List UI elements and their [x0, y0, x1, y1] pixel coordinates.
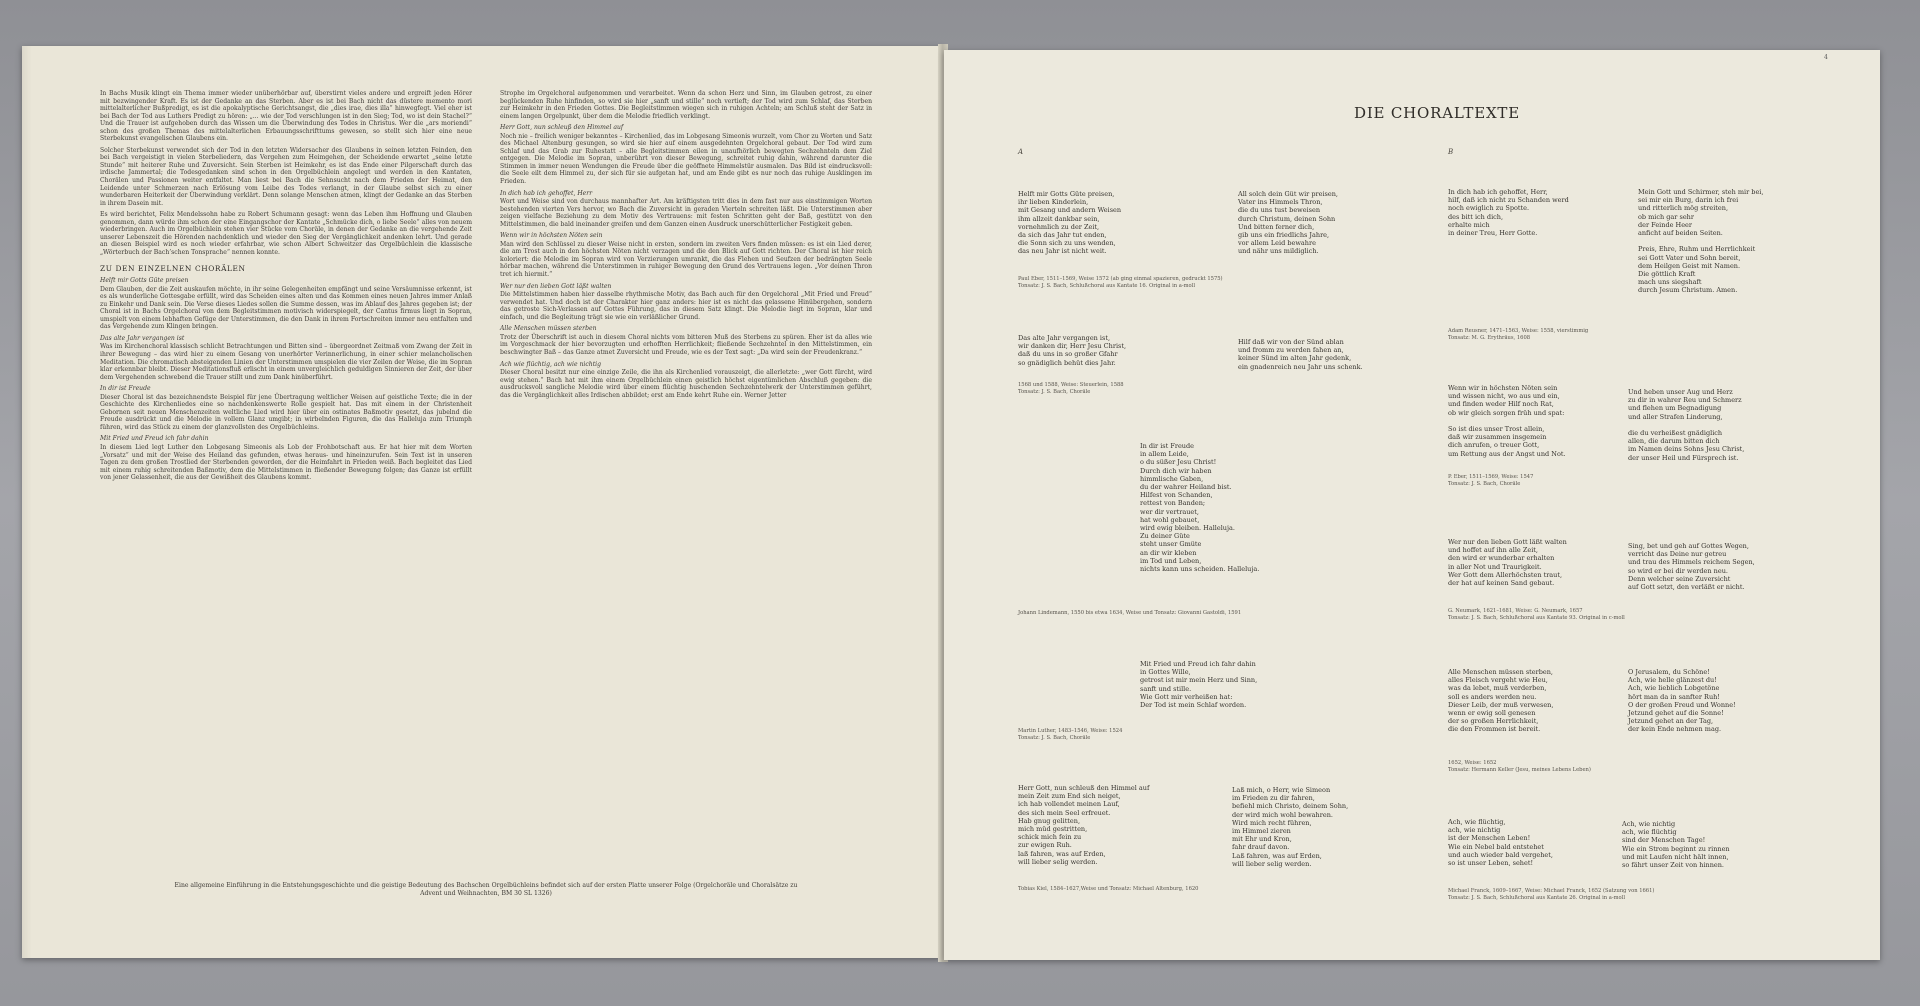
hymn-verse: Ach, wie nichtig ach, wie flüchtig sind der Menschen Tage! Wie ein Strom beginnt zu rinnen und mit Laufen nicht hält innen, so fährt unser Zeit von hinnen.	[1622, 820, 1730, 870]
section-heading: ZU DEN EINZELNEN CHORÄLEN	[100, 264, 246, 274]
chorale-subheading: Das alte Jahr vergangen ist	[100, 334, 185, 342]
paragraph: Trotz der Überschrift ist auch in diesem Choral nichts vom bitteren Muß des Sterbens zu spüren. Eher ist da alles wie im Vorgeschmack der hier bevorzugten und erhofften Herrlichkeit; fließende Sechzehntel in den Mittelstimmen, ein beschwingter Baß – das Ganze atmet Zuversicht und Freude, wie es der Text sagt: „Da wird sein der Freudenkranz.“	[500, 333, 872, 356]
hymn-credit: Martin Luther, 1483–1546, Weise: 1524 Tonsatz: J. S. Bach, Choräle	[1018, 728, 1123, 741]
chorale-subheading: Herr Gott, nun schleuß den Himmel auf	[500, 124, 624, 132]
hymn-block	[1628, 542, 1755, 591]
column-label-b: B	[1448, 148, 1454, 156]
hymn-verse: In dich hab ich gehoffet, Herr, hilf, daß ich nicht zu Schanden werd noch ewiglich zu Spotte. des bitt ich dich, erhalte mich in deiner Treu, Herr Gotte.	[1448, 188, 1569, 238]
hymn-verse: Ach, wie flüchtig, ach, wie nichtig ist der Menschen Leben! Wie ein Nebel bald entstehet und auch wieder bald vergehet, so ist unser Leben, sehet!	[1448, 818, 1553, 868]
hymn-block	[1448, 668, 1553, 734]
footnote	[100, 882, 872, 898]
hymn-verse: Wer nur den lieben Gott läßt walten und hoffet auf ihn alle Zeit, den wird er wunderbar erhalten in aller Not und Traurigkeit. Wer Gott dem Allerhöchsten traut, der hat auf keinen Sand gebaut.	[1448, 538, 1567, 588]
chorale-subheading: In dir ist Freude	[100, 385, 151, 393]
hymn-block	[1238, 338, 1363, 371]
hymn-block	[1018, 334, 1126, 367]
paragraph: Es wird berichtet, Felix Mendelssohn habe zu Robert Schumann gesagt: wenn das Leben ihm Hoffnung und Glauben genommen, dann würde ihm schon der eine Eingangschor der Kantate „Schmücke dich, o liebe Seele“ alles von neuem wiederbringen. Auch im Orgelbüchlein stehen vier Stücke vom Choräle, in denen der Gedanke an die vergehende Zeit unserer Lebenszeit die Hörenden nachdenklich und wieder den Sieg der Vergänglichkeit andenken lehrt. Und gerade an diesen Beispiel wird es noch wieder erfahrbar, wie schon Albert Schweitzer das Orgelbüchlein die klassische „Wörterbuch der Bach’schen Tonsprache“ nennen konnte.	[100, 211, 472, 256]
hymn-verse: Laß mich, o Herr, wie Simeon im Frieden zu dir fahren, befiehl mich Christo, deinem Sohn, der wird mich wohl bewahren. Wird mich recht führen, im Himmel zieren mit Ehr und Kron, fahr drauf davon. Laß fahren, was auf Erden, will lieber selig werden.	[1232, 786, 1349, 868]
chorale-subheading: Wenn wir in höchsten Nöten sein	[500, 232, 603, 240]
hymn-block	[1448, 188, 1569, 237]
hymn-verse: Hilf daß wir von der Sünd ablan und fromm zu werden fahen an, keiner Sünd im alten Jahr gedenk, ein gnadenreich neu Jahr uns schenk.	[1238, 338, 1363, 371]
chorale-subheading: Mit Fried und Freud ich fahr dahin	[100, 435, 209, 443]
hymn-verse: Sing, bet und geh auf Gottes Wegen, verricht das Deine nur getreu und trau des Himmels reichem Segen, so wird er bei dir werden neu. Denn welcher seine Zuversicht auf Gott setzt, den verläßt er nicht.	[1628, 542, 1755, 592]
paragraph: Dieser Choral ist das bezeichnendste Beispiel für jene Übertragung weltlicher Weisen auf geistliche Texte; die in der Geschichte des Kirchenliedes eine so nachdenkenswerte Rolle gespielt hat. Das mit einem in der Christenheit Gebornen seit neuen Menschenzeiten weltliche Lied wird hier über ein ostinates Baßmotiv gesetzt, das jubelnd die Freude ausdrückt und die Melodie in vollem Glanz umgibt; in wirbelnden Figuren, die das Halleluja zum Triumph führen, wird das Stück zu einem der glanzvollsten des Orgelbüchleins.	[100, 393, 472, 431]
paragraph: In Bachs Musik klingt ein Thema immer wieder unüberhörbar auf, überstirnt vieles andere und ergreift jeden Hörer mit bezwingender Kraft. Es ist der Gedanke an das Sterben. Aber es ist bei Bach nicht das düstere memento mori mittelalterlicher Bußpredigt, es ist die apokalyptische Gerichtsangst, die „dies irae, dies illa“ hinwegfegt. Viel eher ist bei Bach der Tod aus Luthers Predigt zu hören: „... wie der Tod verschlungen ist in den Sieg; Tod, wo ist dein Stachel?“ Und die Trauer ist aufgehoben durch das Wissen um die Überwindung des Todes in Christus. Wer die „ars moriendi“ schon des großen Themas des mittelalterlichen Erbauungsschrifttums gewesen, so stellt sich hier eine neue Sterbekunst evangelischen Glaubens ein.	[100, 90, 472, 143]
hymn-verse: Mit Fried und Freud ich fahr dahin in Gottes Wille, getrost ist mir mein Herz und Sinn, sanft und stille. Wie Gott mir verheißen hat: Der Tod ist mein Schlaf worden.	[1140, 660, 1258, 710]
paragraph: In diesem Lied legt Luther den Lobgesang Simeonis als Lob der Frohbotschaft aus. Er hat hier mit dem Worten „Vorsatz“ und mit der Weise des Heiland das gefunden, etwas heraus- und hineinzurufen. Sein Text ist in unseren Tagen zu dem großen Trostlied der Sterbenden geworden, der die Heimfahrt in Frieden weiß. Bach begleitet das Lied mit einem ruhig schreitenden Baßmotiv, dem die Mittelstimmen in fließender Bewegung folgen; das Ganze ist erfüllt von jener Gelassenheit, die aus der Gewißheit des Glaubens kommt.	[100, 443, 472, 482]
hymn-block	[1448, 538, 1567, 587]
hymn-block	[1232, 786, 1348, 868]
hymn-block	[1622, 820, 1730, 869]
hymn-credit: P. Eber, 1511–1569, Weise: 1547 Tonsatz: J. S. Bach, Choräle	[1448, 474, 1534, 487]
hymn-credit: 1568 und 1588, Weise: Steuerlein, 1588 Tonsatz: J. S. Bach, Choräle	[1018, 382, 1124, 395]
chorale-subheading: In dich hab ich gehoffet, Herr	[500, 189, 593, 197]
chorale-subheading: Helft mir Gotts Güte preisen	[100, 277, 189, 285]
hymn-verse: Alle Menschen müssen sterben, alles Fleisch vergeht wie Heu, was da lebet, muß verderben, soll es anders werden neu. Dieser Leib, der muß verwesen, wenn er ewig soll genesen der so großen Herrlichkeit, die den Frommen ist bereit.	[1448, 668, 1554, 734]
hymn-credit: Paul Eber, 1511–1569, Weise 1572 (ab ging einmal spazieren, gedruckt 1575) Tonsatz: J. S. Bach, Schlußchoral aus Kantate 16. Original in a-moll	[1018, 276, 1223, 289]
hymn-verse: O Jerusalem, du Schöne! Ach, wie helle glänzest du! Ach, wie lieblich Lobgetöne hört man da in sanfter Ruh! O der großen Freud und Wonne! Jetzund gehet auf die Sonne! Jetzund gehet an der Tag, der kein Ende nehmen mag.	[1628, 668, 1736, 734]
hymn-block	[1628, 668, 1736, 734]
hymn-credit: G. Neumark, 1621–1681, Weise: G. Neumark, 1657 Tonsatz: J. S. Bach, Schlußchoral aus Kantate 93. Original in c-moll	[1448, 608, 1625, 621]
page-title: DIE CHORALTEXTE	[1354, 104, 1520, 122]
hymn-block	[1238, 190, 1338, 256]
hymn-verse: All solch dein Güt wir preisen, Vater ins Himmels Thron, die du uns tust beweisen durch Christum, deinen Sohn Und bitten ferner dich, gib uns ein friedlichs Jahre, vor allem Leid bewahre und nähr uns mildiglich.	[1238, 190, 1338, 256]
footnote-line: Advent und Weihnachten, BM 30 SL 1326)	[420, 890, 552, 897]
hymn-block	[1448, 818, 1553, 867]
column-label-a: A	[1018, 148, 1024, 156]
page-number: 4	[1824, 54, 1828, 61]
chorale-subheading: Ach wie flüchtig, ach wie nichtig	[500, 360, 602, 368]
paragraph: Strophe im Orgelchoral aufgenommen und verarbeitet. Wenn da schon Herz und Sinn, im Glauben getrost, zu einer beglückenden Ruhe hinfinden, so wird sie hier „sanft und stille“ noch vertieft; der Tod wird zum Schlaf, das Sterben zur Heimkehr in den Frieden Gottes. Die Begleitstimmen wiegen sich in ruhigen Achteln; am Schluß steht der Satz in einem langen Orgelpunkt, über dem die Melodie friedlich verklingt.	[500, 90, 872, 120]
hymn-verse: Das alte Jahr vergangen ist, wir danken dir, Herr Jesu Christ, daß du uns in so großer Gfahr so gnädiglich behüt dies Jahr.	[1018, 334, 1127, 367]
page-edge-shadow	[22, 46, 32, 958]
hymn-block	[1140, 660, 1257, 709]
hymn-credit: Johann Lindemann, 1550 bis etwa 1634, Weise und Tonsatz: Giovanni Gastoldi, 1591	[1018, 610, 1242, 616]
chorale-subheading: Wer nur den lieben Gott läßt walten	[500, 282, 612, 290]
hymn-credit: 1652, Weise: 1652 Tonsatz: Hermann Keller (Jesu, meines Lebens Leben)	[1448, 760, 1591, 773]
hymn-credit: Tobias Kiel, 1584–1627,Weise und Tonsatz: Michael Altenburg, 1620	[1018, 886, 1199, 892]
hymn-block	[1140, 442, 1259, 573]
text-column-left	[100, 90, 472, 486]
paragraph: Dieser Choral besitzt nur eine einzige Zeile, die ihn als Kirchenlied vorauszeigt, die allerletzte: „wer Gott fürcht, wird ewig stehen.“ Bach hat mit ihm einem Orgelbüchlein einen geistlich höchst eigentümlichen Abschluß gegeben: die ausdrucksvoll sangliche Melodie wird über einem flüchtig huschenden Sechzehntelwerk der Unterstimmen geführt, das die Vergänglichkeit alles Irdischen abbildet; erst am Ende kehrt Ruhe ein. Werner Jetter	[500, 369, 872, 399]
hymn-verse: Wenn wir in höchsten Nöten sein und wissen nicht, wo aus und ein, und finden weder Hilf noch Rat, ob wir gleich sorgen früh und spat: So ist dies unser Trost allein, daß wir zusammen insgemein dich anrufen, o treuer Gott, um Rettung aus der Angst und Not.	[1448, 384, 1566, 458]
text-column-right	[500, 90, 872, 403]
hymn-block	[1448, 384, 1566, 458]
left-page	[22, 46, 942, 958]
hymn-block	[1018, 190, 1121, 256]
hymn-credit: Adam Reusner, 1471–1563, Weise: 1558, vierstimmig Tonsatz: M. G. Erythräus, 1608	[1448, 328, 1589, 341]
hymn-block	[1638, 188, 1763, 295]
paragraph: Noch nie – freilich weniger bekanntes – Kirchenlied, das im Lobgesang Simeonis wurzelt, vom Chor zu Worten und Satz des Michael Altenburg gesungen, so wird sie hier auf einem ausgedehnten Orgelchoral gebaut. Der Tod wird zum Schlaf und das Grab zur Ruhestatt – alle Begleitstimmen eilen in unaufhörlich bewegten Sechzehnteln dem Ziel entgegen. Die Melodie im Sopran, unberührt von dieser Bewegung, schreitet ruhig dahin, während darunter die Stimmen in immer neuen Wendungen die Freude über die geöffnete Himmelstür ausmalen. Das Bild ist eindrucksvoll: die Seele eilt dem Himmel zu, der sich für sie aufgetan hat, und am Ende gibt es nur noch das ruhige Ausklingen im Frieden.	[500, 132, 872, 186]
paragraph: Dem Glauben, der die Zeit auskaufen möchte, in ihr seine Gelegenheiten empfängt und seine Versäumnisse erkennt, ist es als wunderliche Gottesgabe erfüllt, wird das Scheiden eines alten und das Kommen eines neuen Jahres immer Anlaß zu Einkehr und Dank sein. Die Verse dieses Liedes sollen die Summe dessen, was im Ablauf des Jahres gegeben ist; der Choral ist in Bachs Orgelchoral von dem Begleitstimmen motivisch widerspiegelt, der Cantus firmus liegt in Sopran, umspielt von einem lebhaften Gefüge der Unterstimmen, die den Dank in ihrem Fortschreiten immer neu entfalten und das Vergehende zum Klingen bringen.	[100, 285, 472, 331]
paragraph: Wort und Weise sind von durchaus mannhafter Art. Am kräftigsten tritt dies in dem fast nur aus einstimmigen Worten bestehenden vierten Vers hervor, wo Bach die Zuversicht in geraden Vierteln schreiten läßt. Die Unterstimmen aber zeigen vielfache Beziehung zu dem Motiv des Vertrauens: mit festen Schritten geht der Baß, gestützt von den Mittelstimmen, die bald ineinander greifen und dem Ganzen einen Ausdruck unerschütterlicher Festigkeit geben.	[500, 198, 872, 228]
paragraph: Die Mittelstimmen haben hier dasselbe rhythmische Motiv, das Bach auch für den Orgelchoral „Mit Fried und Freud“ verwendet hat. Und doch ist der Charakter hier ganz anders: hier ist es nicht das gelassene Hinübergehen, sondern das getroste Sich-Verlassen auf Gottes Führung, das in diesem Satz klingt. Die Melodie liegt im Sopran, klar und einfach, und die Begleitung trägt sie wie ein verläßlicher Grund.	[500, 291, 872, 321]
hymn-credit: Michael Franck, 1609–1667, Weise: Michael Franck, 1652 (Satzung von 1661) Tonsatz: J. S. Bach, Schlußchoral aus Kantate 26. Original in a-moll	[1448, 888, 1655, 901]
paragraph: Man wird den Schlüssel zu dieser Weise nicht in ersten, sondern im zweiten Vers finden müssen: es ist ein Lied derer, die am Trost auch in den höchsten Nöten nicht verzagen und die den Blick auf Gott richten. Der Choral ist hier reich koloriert: die Melodie im Sopran wird von Verzierungen umrankt, die das Flehen und Seufzen der bedrängten Seele hörbar machen, während die Unterstimmen in ruhiger Bewegung den Grund des Vertrauens legen. „Vor deinen Thron tret ich hiermit.“	[500, 240, 872, 279]
footnote-line: Eine allgemeine Einführung in die Entstehungsgeschichte und die geistige Bedeutung des Bachschen Orgelbüchleins befindet sich auf der ersten Platte unserer Folge (Orgelchoräle und Choralsätze zu	[174, 882, 798, 889]
hymn-block	[1628, 388, 1744, 462]
paragraph: Solcher Sterbekunst verwendet sich der Tod in den letzten Widersacher des Glaubens in seinen letzten Feinden, den bei Bach vergeistigt in vielen Sterbeliedern, das Vergehen zum Heimgehen, der Scheidende erwartet „seine letzte Stunde“ mit heiterer Ruhe und Zuversicht. Sein Sterben ist Heimkehr, es ist das Ende einer Pilgerschaft durch das irdische Jammertal; die Todesgedanken sind schon in den Orgelbüchlein angelegt und werden in den Kantaten, Chorälen und Passionen weiter entfaltet. Man liest bei Bach die Sehnsucht nach dem Frieden der Heimat, den Leidende unter Schmerzen nach Erlösung vom Leibe des Todes verlangt, in der Glaube selbst sich zu einer wunderbaren Heiterkeit der Überwindung verklärt. Denn solange Menschen atmen, klingt der Gedanke an das Sterben in ihrem Dasein mit.	[100, 146, 472, 207]
hymn-block	[1018, 784, 1149, 866]
chorale-subheading: Alle Menschen müssen sterben	[500, 325, 597, 333]
hymn-verse: Mein Gott und Schirmer, steh mir bei, sei mir ein Burg, darin ich frei und ritterlich mög streiten, ob mich gar sehr der Feinde Heer anficht auf beiden Seiten. Preis, Ehre, Ruhm und Herrlichkeit sei Gott Vater und Sohn bereit, dem Heilgen Geist mit Namen. Die göttlich Kraft mach uns siegshaft durch Jesum Christum. Amen.	[1638, 188, 1764, 295]
hymn-verse: Herr Gott, nun schleuß den Himmel auf mein Zeit zum End sich neiget, ich hab vollendet meinen Lauf, des sich mein Seel erfreuet. Hab gnug gelitten, mich müd gestritten, schick mich fein zu zur ewigen Ruh. laß fahren, was auf Erden, will lieber selig werden.	[1018, 784, 1150, 866]
right-page	[944, 50, 1880, 960]
hymn-verse: Und heben unser Aug und Herz zu dir in wahrer Reu und Schmerz und flehen um Begnadigung und aller Strafen Linderung, die du verheißest gnädiglich allen, die darum bitten dich im Namen deins Sohns Jesu Christ, der unser Heil und Fürsprech ist.	[1628, 388, 1745, 462]
hymn-verse: In dir ist Freude in allem Leide, o du süßer Jesu Christ! Durch dich wir haben himmlische Gaben, du der wahrer Heiland bist. Hilfest von Schanden, rettest von Banden; wer dir vertrauet, hat wohl gebauet, wird ewig bleiben. Halleluja. Zu deiner Güte steht unser Gmüte an dir wir kleben im Tod und Leben, nichts kann uns scheiden. Halleluja.	[1140, 442, 1260, 574]
paragraph: Was im Kirchenchoral klassisch schlicht Betrachtungen und Bitten sind – übergeordnet Zeitmaß vom Zwang der Zeit in ihrer Bewegung – das wird hier zu einem Gesang von unerhörter Verinnerlichung, in einer schier melancholischen Meditation. Die chromatisch absteigenden Linien der Unterstimmen umspielen die vier Zeilen der Weise, die im Sopran klar erkennbar bleibt. Dieser Meditationsfluß erlischt in einem unvergleichlich geduldigen Sinnieren der Zeit, der über dem Vergehenden schwebend die Trauer stillt und zum Dank hinüberführt.	[100, 343, 472, 381]
hymn-verse: Helft mir Gotts Güte preisen, ihr lieben Kinderlein, mit Gesang und andern Weisen ihm allzeit dankbar sein, vornehmlich zu der Zeit, da sich das Jahr tut enden, die Sonn sich zu uns wenden, das neu Jahr ist nicht weit.	[1018, 190, 1122, 256]
